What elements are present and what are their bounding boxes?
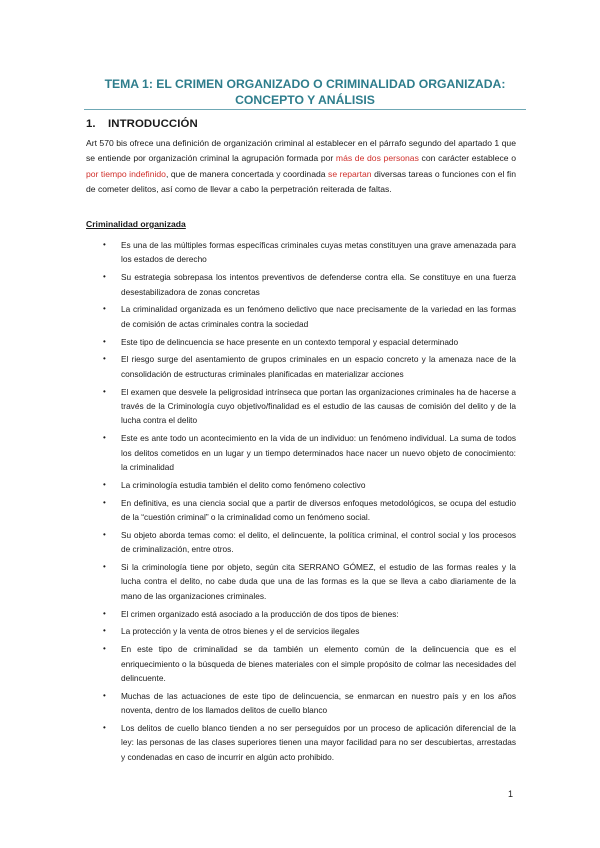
list-item-text: Su objeto aborda temas como: el delito, el delincuente, la política criminal, el control social y los procesos de criminalización, entre otros. xyxy=(121,529,516,555)
list-item-text: Es una de las múltiples formas específicas criminales cuyas metas constituyen una grave amenazada para los estados de derecho xyxy=(121,240,516,265)
intro-text-1: Art 570 bis ofrece una definición de organización criminal al establecer en el párrafo segundo del apartado 1 que se entiende por organización criminal la agrupación formada por xyxy=(86,138,516,164)
list-item-text: Los delitos de cuello blanco tienden a no ser perseguidos por un proceso de aplicación diferencial de la ley: las personas de las clases superiores tienen una mayor facilidad para no ser descubiertas, arrestadas y condenadas en caso de incurrir en algún acto prohibido. xyxy=(121,723,516,762)
highlight-tiempo-indefinido: por tiempo indefinido xyxy=(86,168,166,179)
list-item xyxy=(86,431,516,474)
title-line-1: TEMA 1: EL CRIMEN ORGANIZADO O CRIMINALIDAD ORGANIZADA: xyxy=(104,77,506,91)
list-item xyxy=(86,560,516,603)
list-item-text: La criminalidad organizada es un fenómeno delictivo que nace precisamente de la variedad en las formas de comisión de actas criminales contra la sociedad xyxy=(121,304,516,329)
bullet-icon: • xyxy=(103,433,106,443)
title-line-2: CONCEPTO Y ANÁLISIS xyxy=(235,93,375,107)
intro-text-2: con carácter establece o xyxy=(418,153,516,164)
list-item-text: Su estrategia sobrepasa los intentos preventivos de defenderse contra ella. Se constituye en una fuerza desestabilizadora de zonas concretas xyxy=(121,272,516,297)
intro-paragraph xyxy=(86,136,516,198)
list-item-text: En definitiva, es una ciencia social que a partir de diversos enfoques metodológicos, se ocupa del estudio de la “cuestión criminal” o la criminalidad como un fenómeno social. xyxy=(121,497,516,523)
bullet-icon: • xyxy=(103,723,106,733)
list-item xyxy=(86,238,516,267)
bullet-icon: • xyxy=(103,626,106,636)
list-item-text: Muchas de las actuaciones de este tipo de delincuencia, se enmarcan en nuestro país y en los años noventa, dentro de los llamados delitos de cuello blanco xyxy=(121,690,516,716)
section-number: 1. xyxy=(86,118,96,130)
list-item-text: La criminología estudia también el delito como fenómeno colectivo xyxy=(121,479,366,490)
list-item-text: La protección y la venta de otros bienes y el de servicios ilegales xyxy=(121,626,360,637)
list-item xyxy=(86,528,516,557)
list-item xyxy=(86,496,516,525)
bullet-icon: • xyxy=(103,608,106,618)
intro-text-3: , que de manera concertada y coordinada xyxy=(165,168,329,179)
subheading-criminalidad-organizada: Criminalidad organizada xyxy=(86,219,186,229)
list-item-text: El riesgo surge del asentamiento de grupos criminales en un espacio concreto y la amenaza nace de la consolidación de estructuras criminales planificadas en materializar acciones xyxy=(121,354,516,379)
section-heading-text: INTRODUCCIÓN xyxy=(108,118,198,130)
list-item xyxy=(86,352,516,381)
list-item xyxy=(86,385,516,428)
bullet-icon: • xyxy=(103,529,106,539)
bullet-icon: • xyxy=(103,336,106,346)
highlight-mas-de-dos-personas: más de dos personas xyxy=(335,153,419,164)
page-number: 1 xyxy=(508,789,514,799)
bullet-list xyxy=(86,238,516,768)
list-item-text: El examen que desvele la peligrosidad intrínseca que portan las organizaciones criminales ha de hacerse a través de la Criminología cuyo objetivo/finalidad es el estudio de las causas de comisión del delito y de la lucha contra el delito xyxy=(121,386,516,426)
bullet-icon: • xyxy=(103,562,106,572)
bullet-icon: • xyxy=(103,690,106,700)
page-title xyxy=(84,76,526,110)
bullet-icon: • xyxy=(103,644,106,654)
bullet-icon: • xyxy=(103,304,106,314)
list-item xyxy=(86,624,516,638)
intro-text-4: diversas tareas o funciones con el fin de cometer delitos, así como de llevar a cabo la perpetración reiterada de faltas. xyxy=(86,168,516,195)
list-item-text: Este tipo de delincuencia se hace presente en un contexto temporal y espacial determinado xyxy=(121,336,459,347)
list-item xyxy=(86,270,516,299)
bullet-icon: • xyxy=(103,354,106,364)
list-item-text: Este es ante todo un acontecimiento en la vida de un individuo: un fenómeno individual. La suma de todos los delitos cometidos en un lugar y un tiempo determinados hace nacer un nuevo objeto de conocimiento: la criminalidad xyxy=(121,433,516,473)
list-item xyxy=(86,642,516,685)
list-item-text: El crimen organizado está asociado a la producción de dos tipos de bienes: xyxy=(121,608,399,619)
section-heading xyxy=(86,118,198,130)
bullet-icon: • xyxy=(103,386,106,396)
list-item-text: Si la criminología tiene por objeto, según cita SERRANO GÓMEZ, el estudio de las formas reales y la lucha contra el delito, no cabe duda que una de las formas es la que se lleva a cabo diariamente de la mano de las organizaciones criminales. xyxy=(121,562,516,601)
bullet-icon: • xyxy=(103,497,106,507)
list-item xyxy=(86,721,516,764)
bullet-icon: • xyxy=(103,240,106,249)
list-item xyxy=(86,478,516,492)
list-item xyxy=(86,689,516,718)
list-item xyxy=(86,607,516,621)
list-item xyxy=(86,302,516,331)
list-item xyxy=(86,335,516,349)
list-item-text: En este tipo de criminalidad se da también un elemento común de la delincuencia que es el enriquecimiento o la búsqueda de bienes materiales con el simple propósito de colmar las necesidades del delincuente. xyxy=(121,644,516,684)
bullet-icon: • xyxy=(103,479,106,489)
highlight-se-repartan: se repartan xyxy=(328,168,372,179)
bullet-icon: • xyxy=(103,272,106,282)
